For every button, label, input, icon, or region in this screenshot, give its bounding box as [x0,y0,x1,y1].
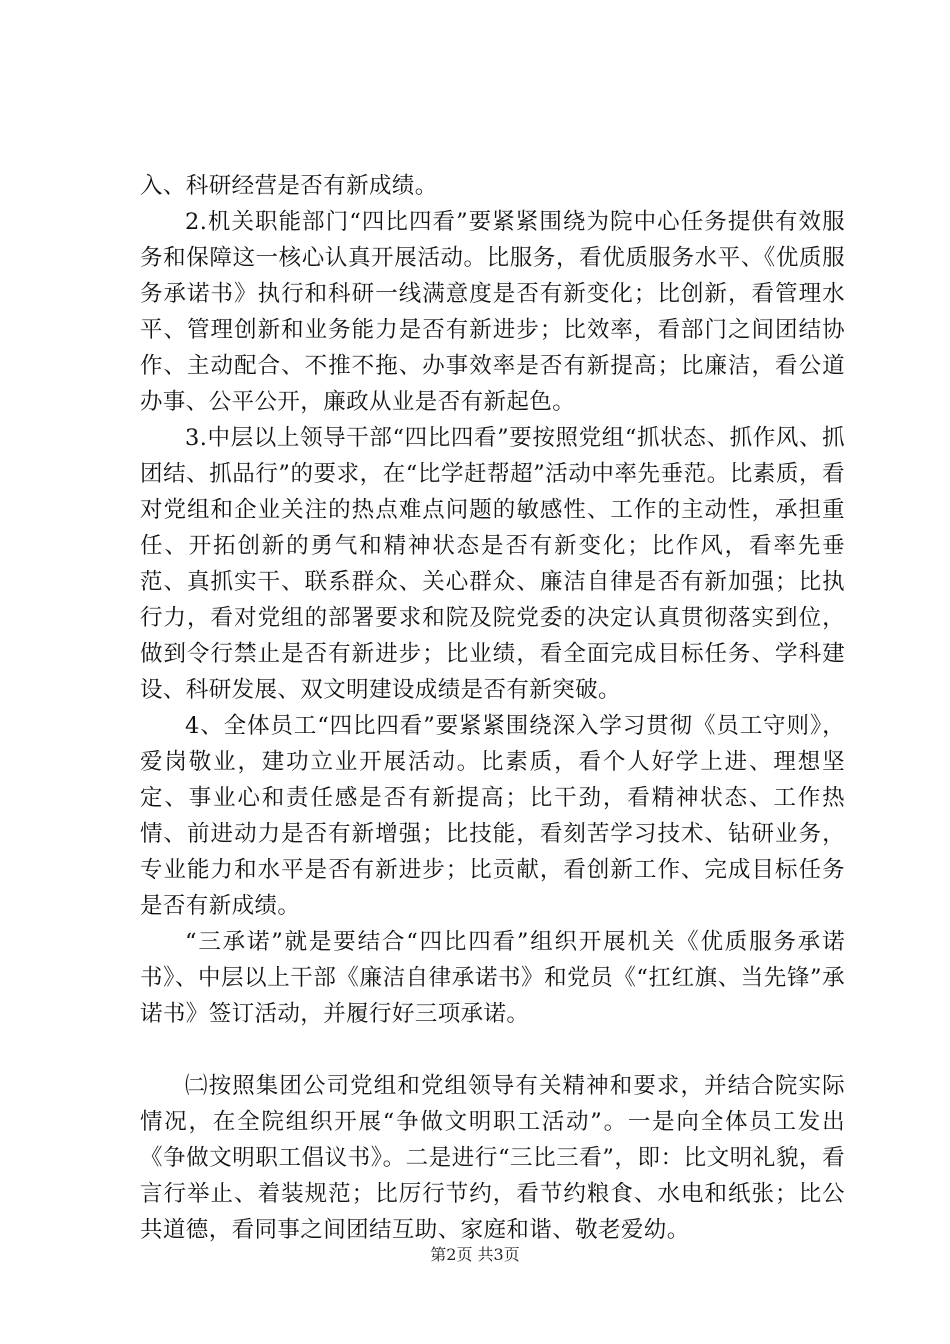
document-body [140,168,845,1248]
paragraph-item-2: 2.机关职能部门“四比四看”要紧紧围绕为院中心任务提供有效服务和保障这一核心认真开展活动。比服务，看优质服务水平、《优质服务承诺书》执行和科研一线满意度是否有新变化；比创新，看管理水平、管理创新和业务能力是否有新进步；比效率，看部门之间团结协作、主动配合、不推不拖、办事效率是否有新提高；比廉洁，看公道办事、公平公开，廉政从业是否有新起色。 [140,209,845,415]
paragraph-section-2: ㈡按照集团公司党组和党组领导有关精神和要求，并结合院实际情况，在全院组织开展“争做文明职工活动”。一是向全体员工发出《争做文明职工倡议书》。二是进行“三比三看”，即：比文明礼貌，看言行举止、着装规范；比厉行节约，看节约粮食、水电和纸张；比公共道德，看同事之间团结互助、家庭和谐、敬老爱幼。 [140,1073,845,1243]
paragraph-three-commitments: “三承诺”就是要结合“四比四看”组织开展机关《优质服务承诺书》、中层以上干部《廉洁自律承诺书》和党员《“扛红旗、当先锋”承诺书》签订活动，并履行好三项承诺。 [140,929,845,1027]
paragraph-item-4: 4、全体员工“四比四看”要紧紧围绕深入学习贯彻《员工守则》，爱岗敬业，建功立业开展活动。比素质，看个人好学上进、理想坚定、事业心和责任感是否有新提高；比干劲，看精神状态、工作热情、前进动力是否有新增强；比技能，看刻苦学习技术、钻研业务，专业能力和水平是否有新进步；比贡献，看创新工作、完成目标任务是否有新成绩。 [140,713,845,919]
paragraph-continuation: 入、科研经营是否有新成绩。 [140,173,438,199]
page-number-footer: 第2页 共3页 [430,1245,520,1264]
paragraph-item-3: 3.中层以上领导干部“四比四看”要按照党组“抓状态、抓作风、抓团结、抓品行”的要求，在“比学赶帮超”活动中率先垂范。比素质，看对党组和企业关注的热点难点问题的敏感性、工作的主动性，承担重任、开拓创新的勇气和精神状态是否有新变化；比作风，看率先垂范、真抓实干、联系群众、关心群众、廉洁自律是否有新加强；比执行力，看对党组的部署要求和院及院党委的决定认真贯彻落实到位，做到令行禁止是否有新进步；比业绩，看全面完成目标任务、学科建设、科研发展、双文明建设成绩是否有新突破。 [140,425,845,703]
